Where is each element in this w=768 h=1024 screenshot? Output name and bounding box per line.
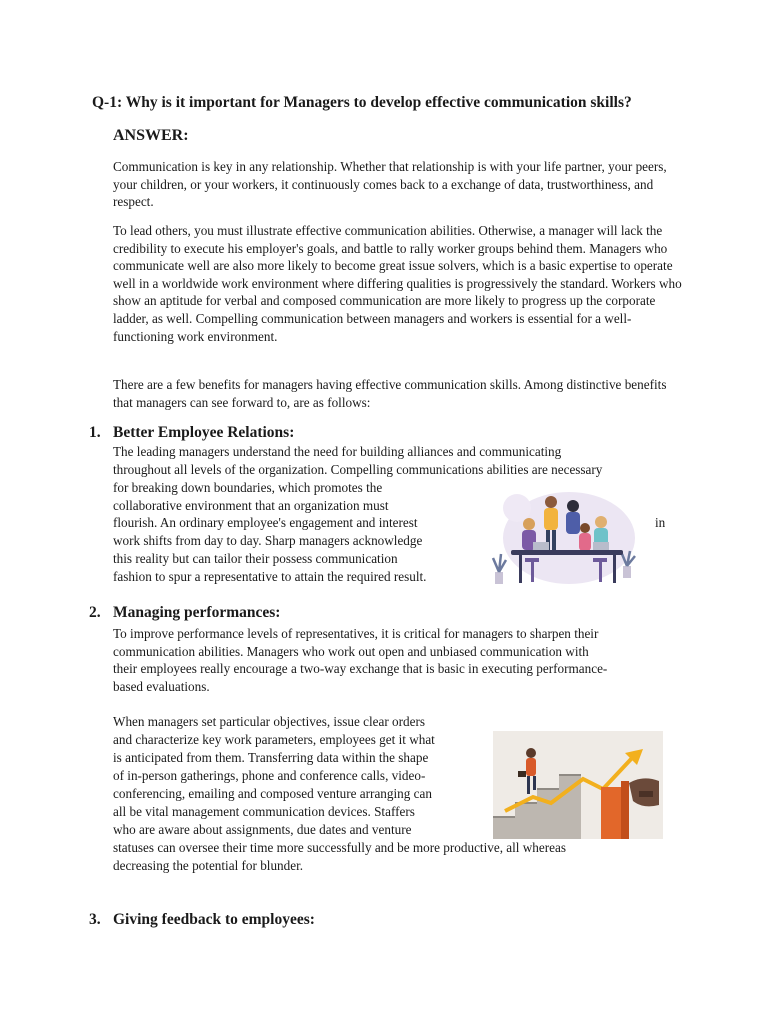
question-heading [92, 94, 632, 112]
text-line: who are aware about assignments, due dates and venture [113, 822, 412, 837]
text-line: all be vital management communication devices. Staffers [113, 804, 415, 819]
text-line: this reality but can tailor their possess communication [113, 551, 398, 566]
text-line: is anticipated from them. Transferring data within the shape [113, 750, 429, 765]
text-line: statuses can oversee their time more successfully and be more productive, all whereas [113, 840, 566, 855]
answer-heading: ANSWER: [113, 127, 189, 144]
text-line: collaborative environment that an organization must [113, 498, 389, 513]
intro-paragraph: There are a few benefits for managers having effective communication skills. Among distinctive benefits that managers can see forward to, are as follows: [113, 377, 667, 410]
section-number: 1. [89, 424, 101, 441]
section-title: Managing performances: [113, 604, 281, 621]
text-line: of in-person gatherings, phone and conference calls, video- [113, 768, 426, 783]
text-line: decreasing the potential for blunder. [113, 858, 304, 873]
text-line: for breaking down boundaries, which promotes the [113, 480, 383, 495]
team-meeting-illustration-icon [489, 488, 641, 592]
text-line: When managers set particular objectives, issue clear orders [113, 714, 425, 729]
text-line: The leading managers understand the need for building alliances and communicating [113, 444, 562, 459]
growth-stairs-illustration-icon [493, 731, 663, 839]
text-line: flourish. An ordinary employee's engagement and interest [113, 515, 418, 530]
text-line: and characterize key work parameters, employees get it what [113, 732, 435, 747]
text-line: fashion to spur a representative to attain the required result. [113, 569, 427, 584]
text-line: based evaluations. [113, 679, 210, 694]
text-line: To improve performance levels of representatives, it is critical for managers to sharpen their [113, 626, 599, 641]
text-line: throughout all levels of the organization. Compelling communications abilities are necessary [113, 462, 603, 477]
text-line: conferencing, emailing and composed venture arranging can [113, 786, 432, 801]
section-number: 3. [89, 911, 101, 928]
text-line: communication abilities. Managers who work out open and unbiased communication with [113, 644, 589, 659]
intro-paragraph: Communication is key in any relationship. Whether that relationship is with your life partner, your peers, your children, or your workers, it continuously comes back to a exchange of data, trustworthiness, and respect. [113, 159, 667, 210]
intro-paragraph: To lead others, you must illustrate effective communication abilities. Otherwise, a manager will lack the credibility to execute his employer's goals, and battle to rally worker groups behind them. Managers who communicate well are also more likely to become great issue solvers, which is a basic expertise to operate well in a worldwide work environment where differing qualities is progressively the standard. Workers who show an aptitude for verbal and composed communication are more likely to progress up the corporate ladder, as well. Compelling communication between managers and workers is essential for a well-functioning work environment. [113, 223, 682, 344]
section-number: 2. [89, 604, 101, 621]
section-title: Better Employee Relations: [113, 424, 295, 441]
section-title: Giving feedback to employees: [113, 911, 315, 928]
text-line: in [655, 515, 666, 530]
question-label: Q-1: [92, 94, 123, 111]
question-text: Why is it important for Managers to develop effective communication skills? [125, 94, 632, 111]
text-line: their employees really encourage a two-way exchange that is basic in executing performance- [113, 661, 608, 676]
text-line: work shifts from day to day. Sharp managers acknowledge [113, 533, 423, 548]
